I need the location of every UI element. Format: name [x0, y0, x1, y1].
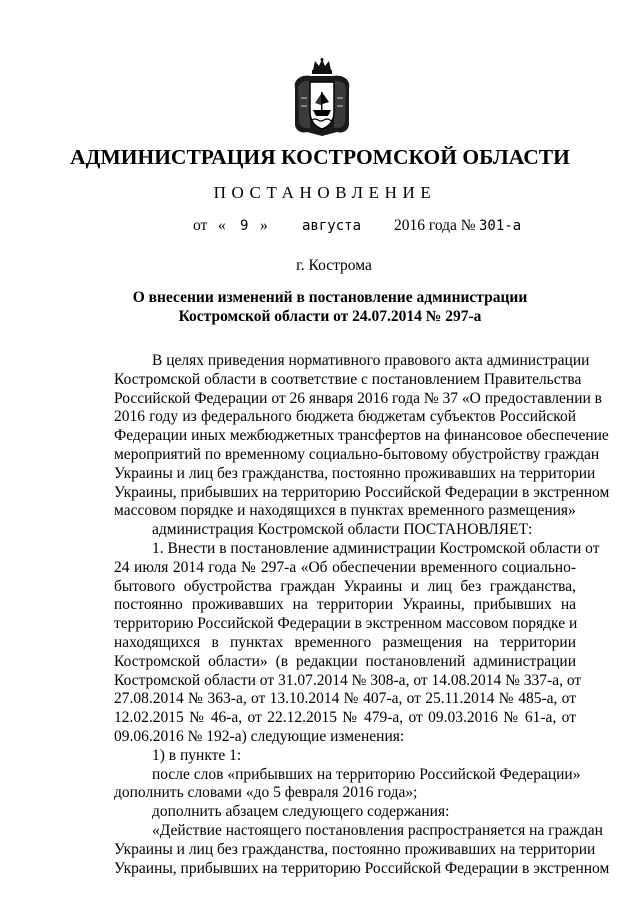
date-close-quote: » — [260, 217, 268, 234]
text-line: Украины, прибывших на территорию Российской Федерации в экстренном — [114, 859, 610, 877]
text-line: «Действие настоящего постановления распространяется на граждан — [152, 821, 603, 839]
text-line: В целях приведения нормативного правового акта администрации — [152, 352, 590, 369]
document-body — [114, 352, 610, 878]
text-line: находящихся в пунктах временного размещения на территории — [114, 633, 576, 651]
subject-line: О внесении изменений в постановление администрации — [132, 289, 528, 306]
text-line: 27.08.2014 № 363-а, от 13.10.2014 № 407-а, от 25.11.2014 № 485-а, от — [114, 690, 576, 708]
date-open-quote: « — [218, 217, 226, 234]
text-line: дополнить абзацем следующего содержания: — [152, 803, 450, 821]
text-line: Украины и лиц без гражданства, постоянно проживавших на территории — [114, 464, 596, 482]
paragraph-preamble — [114, 352, 610, 521]
coat-of-arms-emblem — [291, 58, 353, 136]
subject-line: Костромской области от 24.07.2014 № 297-а — [178, 308, 482, 325]
text-line: дополнить словами «до 5 февраля 2016 года»; — [114, 784, 418, 802]
text-line: массовом порядке и находящихся в пунктах временного размещения» — [114, 502, 576, 520]
document-date-line — [0, 217, 640, 239]
text-line: Российской Федерации от 26 января 2016 года № 37 «О предоставлении в — [114, 389, 603, 407]
text-line: Украины, прибывших на территорию Российской Федерации в экстренном — [114, 483, 610, 501]
text-line: 1. Внести в постановление администрации Костромской области от — [152, 539, 600, 557]
paragraph-subitem-1 — [114, 747, 576, 766]
text-line: 12.02.2015 № 46-а, от 22.12.2015 № 479-а, от 09.03.2016 № 61-а, от — [114, 709, 576, 727]
paragraph-item-1 — [114, 539, 600, 747]
date-year: 2016 года № — [394, 217, 476, 234]
organization-title: АДМИНИСТРАЦИЯ КОСТРОМСКОЙ ОБЛАСТИ — [70, 145, 570, 169]
text-line: Федерации иных межбюджетных трансфертов на финансовое обеспечение — [114, 427, 609, 445]
text-line: постоянно проживавших на территории Украины, прибывших на — [114, 596, 576, 614]
paragraph-resolves — [114, 521, 576, 540]
text-line: 09.06.2016 № 192-а) следующие изменения: — [114, 727, 405, 745]
paragraph-quoted-clause — [114, 821, 610, 878]
text-line: бытового обустройства граждан Украины и лиц без гражданства, — [114, 577, 576, 595]
text-line: Костромской области» (в редакции постановлений администрации — [114, 652, 576, 670]
text-line: 24 июля 2014 года № 297-а «Об обеспечении временного социально- — [114, 558, 576, 576]
paragraph-add-clause — [114, 803, 576, 822]
document-type-heading: ПОСТАНОВЛЕНИЕ — [213, 183, 437, 202]
text-line: Украины и лиц без гражданства, постоянно проживавших на территории — [114, 840, 596, 858]
text-line: мероприятий по временному социально-бытовому обустройству граждан — [114, 445, 600, 463]
text-line: территорию Российской Федерации в экстренном массовом порядке и — [114, 615, 578, 633]
text-line: после слов «прибывших на территорию Российской Федерации» — [152, 765, 581, 783]
city-name: г. Кострома — [296, 257, 372, 274]
text-line: Костромской области в соответствие с постановлением Правительства — [114, 370, 582, 388]
text-line: Костромской области от 31.07.2014 № 308-а, от 14.08.2014 № 337-а, от — [114, 671, 582, 689]
date-prefix: от — [193, 217, 208, 234]
date-month: августа — [302, 218, 362, 234]
coat-of-arms-icon — [291, 58, 353, 136]
date-day: 9 — [240, 218, 249, 234]
text-line: администрация Костромской области ПОСТАНОВЛЯЕТ: — [152, 521, 533, 539]
paragraph-after-words — [114, 765, 581, 804]
document-number: 301-а — [479, 218, 522, 234]
document-subject — [120, 288, 540, 326]
text-line: 1) в пункте 1: — [152, 746, 242, 764]
text-line: 2016 году из федерального бюджета бюджетам субъектов Российской — [114, 408, 576, 426]
